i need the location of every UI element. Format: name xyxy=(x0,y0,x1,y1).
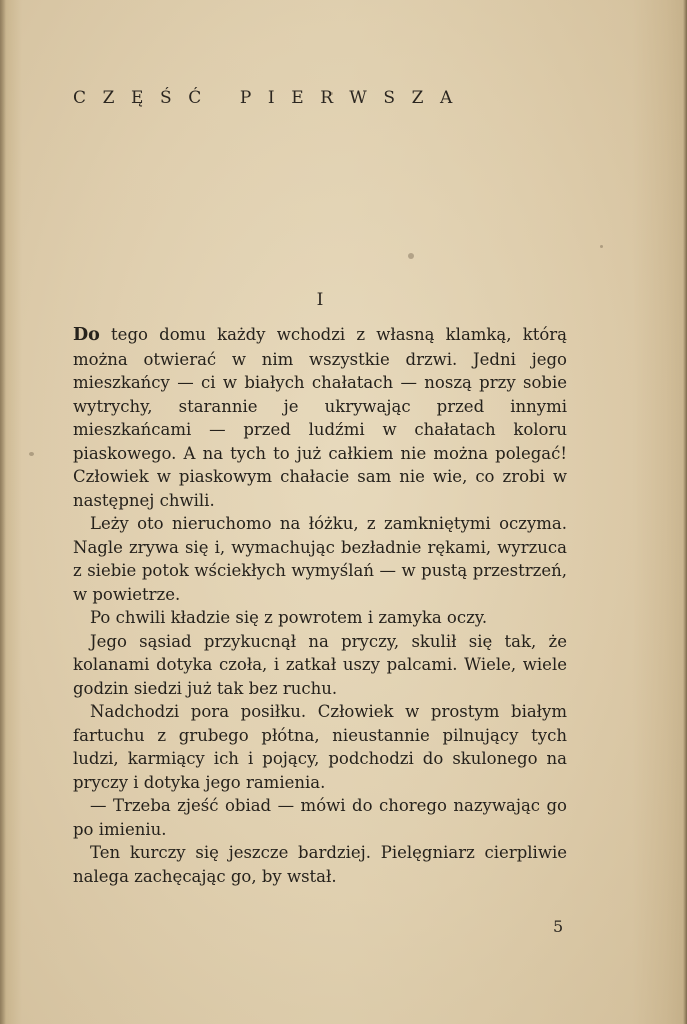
drop-initial: Do xyxy=(73,325,100,345)
paragraph-7: Ten kurczy się jeszcze bardziej. Pielęgniarz cierpliwie nalega zachęcając go, by wstał. xyxy=(73,843,567,886)
paragraph-1 xyxy=(73,323,567,512)
chapter-body xyxy=(73,323,567,888)
page-left-edge xyxy=(0,0,6,1024)
paragraph-4: Jego sąsiad przykucnął na pryczy, skulił się tak, że kolanami dotyka czoła, i zatkał uszy palcami. Wiele, wiele godzin siedzi już tak bez ruchu. xyxy=(73,631,567,698)
paper-speck xyxy=(29,452,34,456)
chapter-numeral: I xyxy=(316,290,324,310)
paper-speck xyxy=(600,245,603,248)
paragraph-2: Leży oto nieruchomo na łóżku, z zamkniętymi oczyma. Nagle zrywa się i, wymachując bezładnie rękami, wyrzuca z siebie potok wściekłych wymyślań — w pustą przestrzeń, w powietrze. xyxy=(73,514,567,604)
page-right-edge xyxy=(683,0,687,1024)
paragraph-5: Nadchodzi pora posiłku. Człowiek w prostym białym fartuchu z grubego płótna, nieustannie pilnujący tych ludzi, karmiący ich i pojący, podchodzi do skulonego na pryczy i dotyka jego ramienia. xyxy=(73,702,567,792)
page-number: 5 xyxy=(553,917,564,936)
paragraph-1-text: tego domu każdy wchodzi z własną klamką, którą można otwierać w nim wszystkie drzwi. Jedni jego mieszkańcy — ci w białych chałatach — noszą przy sobie wytrychy, starannie je ukrywając przed innymi mieszkańcami — przed ludźmi w chałatach koloru piaskowego. A na tych to już całkiem nie można polegać! Człowiek w piaskowym chałacie sam nie wie, co zrobi w następnej chwili. xyxy=(73,325,567,510)
paragraph-6: — Trzeba zjeść obiad — mówi do chorego nazywając go po imieniu. xyxy=(73,796,567,839)
part-heading: CZĘŚĆ PIERWSZA xyxy=(73,88,469,108)
paper-speck xyxy=(408,253,414,259)
paragraph-3: Po chwili kładzie się z powrotem i zamyka oczy. xyxy=(90,608,488,627)
